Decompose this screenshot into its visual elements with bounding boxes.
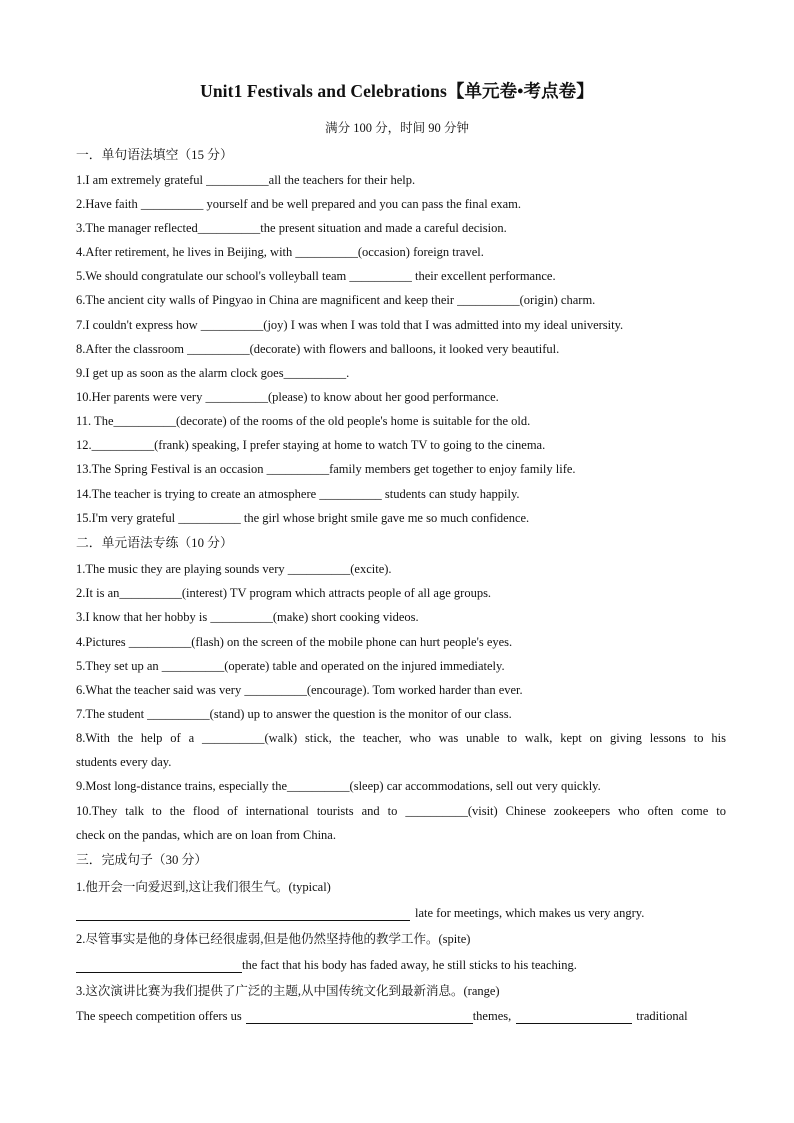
question-3-2-answer (76, 957, 726, 973)
question-2-8: 8.With the help of a __________(walk) stick, the teacher, who was unable to walk, kept on giving lessons to his (76, 731, 726, 745)
section-2-heading: 二．单元语法专练（10 分） (76, 536, 233, 550)
question-2-1: 1.The music they are playing sounds very __________(excite). (76, 562, 392, 576)
question-1-5: 5.We should congratulate our school's volleyball team __________ their excellent performance. (76, 269, 556, 283)
question-1-11: 11. The__________(decorate) of the rooms of the old people's home is suitable for the old. (76, 414, 531, 428)
question-1-6: 6.The ancient city walls of Pingyao in China are magnificent and keep their __________(origin) charm. (76, 293, 596, 307)
question-1-10: 10.Her parents were very __________(please) to know about her good performance. (76, 390, 499, 404)
question-1-3: 3.The manager reflected__________the present situation and made a careful decision. (76, 221, 507, 235)
question-3-3-answer (76, 1008, 726, 1024)
question-1-14: 14.The teacher is trying to create an atmosphere __________ students can study happily. (76, 487, 520, 501)
question-2-6: 6.What the teacher said was very __________(encourage). Tom worked harder than ever. (76, 683, 523, 697)
question-2-8-cont: students every day. (76, 755, 172, 769)
answer-head-text: The speech competition offers us (76, 1009, 242, 1023)
question-1-4: 4.After retirement, he lives in Beijing, with __________(occasion) foreign travel. (76, 245, 484, 259)
question-2-7: 7.The student __________(stand) up to answer the question is the monitor of our class. (76, 707, 512, 721)
answer-blank[interactable] (76, 908, 410, 921)
section-3-heading: 三．完成句子（30 分） (76, 853, 208, 867)
section-1-heading: 一．单句语法填空（15 分） (76, 148, 233, 162)
answer-blank[interactable] (246, 1011, 473, 1024)
question-2-10: 10.They talk to the flood of international tourists and to __________(visit) Chinese zookeepers who often come to (76, 804, 726, 818)
question-1-12: 12.__________(frank) speaking, I prefer staying at home to watch TV to going to the cinema. (76, 438, 546, 452)
page-title: Unit1 Festivals and Celebrations【单元卷•考点卷】 (200, 81, 594, 101)
question-1-1: 1.I am extremely grateful __________all the teachers for their help. (76, 173, 416, 187)
question-1-13: 13.The Spring Festival is an occasion __________family members get together to enjoy family life. (76, 462, 576, 476)
question-3-3-prompt: 3.这次演讲比赛为我们提供了广泛的主题,从中国传统文化到最新消息。(range) (76, 984, 500, 998)
question-1-15: 15.I'm very grateful __________ the girl whose bright smile gave me so much confidence. (76, 511, 530, 525)
question-2-9: 9.Most long-distance trains, especially the__________(sleep) car accommodations, sell out very quickly. (76, 779, 601, 793)
question-1-7: 7.I couldn't express how __________(joy) I was when I was told that I was admitted into my ideal university. (76, 318, 624, 332)
answer-blank[interactable] (76, 960, 242, 973)
question-2-2: 2.It is an__________(interest) TV program which attracts people of all age groups. (76, 586, 492, 600)
answer-mid-text: themes, (472, 1009, 512, 1023)
question-3-1-prompt: 1.他开会一向爱迟到,这让我们很生气。(typical) (76, 880, 331, 894)
question-3-1-answer (76, 905, 726, 921)
answer-tail-text: traditional (636, 1009, 688, 1023)
question-1-9: 9.I get up as soon as the alarm clock goes__________. (76, 366, 350, 380)
question-3-2-prompt: 2.尽管事实是他的身体已经很虚弱,但是他仍然坚持他的教学工作。(spite) (76, 932, 471, 946)
question-2-5: 5.They set up an __________(operate) table and operated on the injured immediately. (76, 659, 505, 673)
answer-tail-text: late for meetings, which makes us very angry. (415, 906, 645, 920)
answer-tail-text: the fact that his body has faded away, he still sticks to his teaching. (242, 958, 577, 972)
page-subtitle: 满分 100 分，时间 90 分钟 (325, 121, 469, 135)
question-1-2: 2.Have faith __________ yourself and be well prepared and you can pass the final exam. (76, 197, 521, 211)
answer-blank[interactable] (516, 1011, 632, 1024)
question-2-4: 4.Pictures __________(flash) on the screen of the mobile phone can hurt people's eyes. (76, 635, 513, 649)
question-1-8: 8.After the classroom __________(decorate) with flowers and balloons, it looked very beautiful. (76, 342, 560, 356)
question-2-3: 3.I know that her hobby is __________(make) short cooking videos. (76, 610, 419, 624)
question-2-10-cont: check on the pandas, which are on loan from China. (76, 828, 336, 842)
